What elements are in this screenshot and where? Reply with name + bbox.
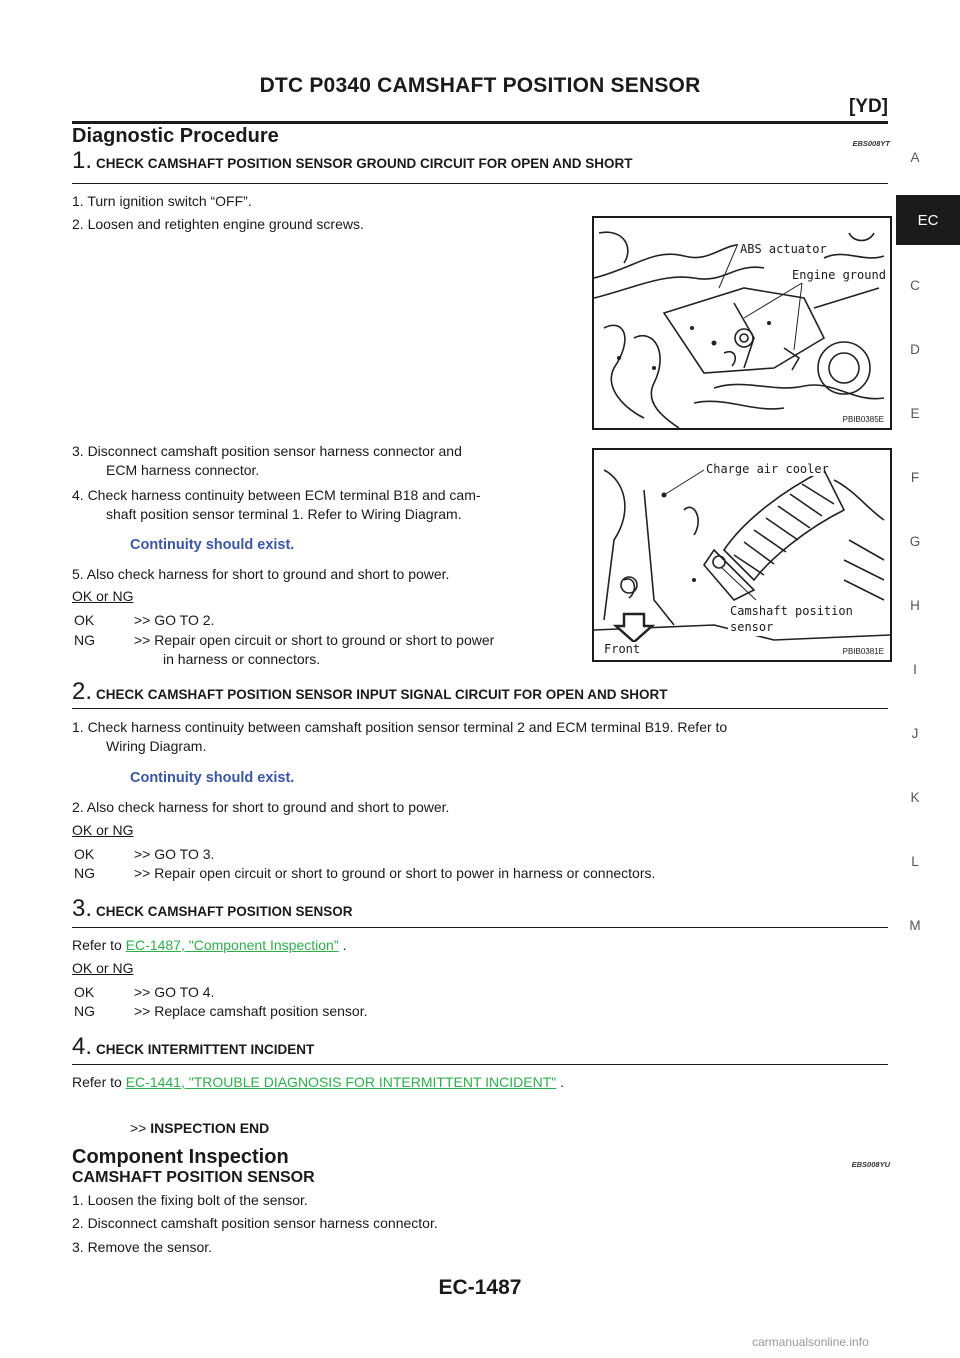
figure-1-label-engine-ground: Engine ground: [792, 268, 886, 282]
figure-2-code: PBIB0381E: [842, 647, 884, 656]
watermark: carmanualsonline.info: [752, 1335, 869, 1349]
figure-2-label-front: Front: [604, 642, 641, 656]
step-3-refer-text: Refer to: [72, 937, 122, 953]
step-1-ng-key: NG: [74, 632, 95, 648]
step-1-heading: [72, 147, 633, 175]
page-number: EC-1487: [438, 1276, 522, 1299]
step-3-refer-line: [72, 937, 347, 953]
step-4-refer-line: [72, 1074, 564, 1090]
figure-2-label-sensor: sensor: [730, 620, 774, 634]
step-3-number: 3.: [72, 895, 93, 922]
side-index-c[interactable]: C: [910, 278, 920, 293]
step-2-ng-key: NG: [74, 865, 95, 881]
step-1-ng-action-cont: in harness or connectors.: [163, 651, 321, 667]
step-4-title: CHECK INTERMITTENT INCIDENT: [96, 1042, 315, 1057]
step-1-instruction-1: 1. Turn ignition switch “OFF”.: [72, 193, 252, 209]
side-index-ec-active[interactable]: EC: [896, 195, 960, 245]
component-instruction-3: 3. Remove the sensor.: [72, 1239, 213, 1255]
step-2-ok-action: >> GO TO 3.: [134, 846, 215, 862]
side-index-m[interactable]: M: [909, 918, 921, 933]
step-4-rule: [72, 1064, 888, 1065]
step-3-ok-key: OK: [74, 984, 95, 1000]
step-2-ng-action: >> Repair open circuit or short to ground or short to power in harness or connectors.: [134, 865, 656, 881]
step-1-rule: [72, 183, 888, 184]
component-subtitle: CAMSHAFT POSITION SENSOR: [72, 1169, 315, 1186]
step-2-heading: [72, 678, 668, 706]
figure-1-label-abs-actuator: ABS actuator: [740, 242, 827, 256]
figure-camshaft-sensor: [592, 448, 892, 662]
section-title-component-inspection: Component Inspection: [72, 1146, 289, 1168]
step-1-instruction-5: 5. Also check harness for short to ground and short to power.: [72, 566, 450, 582]
figure-2-label-charge-air-cooler: Charge air cooler: [706, 462, 829, 476]
step-3-ok-action: >> GO TO 4.: [134, 984, 215, 1000]
step-3-ng-action: >> Replace camshaft position sensor.: [134, 1003, 368, 1019]
side-index-a[interactable]: A: [910, 150, 920, 165]
section-code-diagnostic: EBS008YT: [852, 139, 890, 148]
step-1-instruction-3: 3. Disconnect camshaft position sensor harness connector and: [72, 443, 462, 459]
step-2-rule: [72, 708, 888, 709]
step-4-refer-text: Refer to: [72, 1074, 122, 1090]
step-1-instruction-4: 4. Check harness continuity between ECM terminal B18 and cam-: [72, 487, 481, 503]
step-4-link-intermittent-incident[interactable]: EC-1441, "TROUBLE DIAGNOSIS FOR INTERMITTENT INCIDENT": [125, 1074, 557, 1090]
step-1-ok-key: OK: [74, 612, 95, 628]
side-index-l[interactable]: L: [911, 854, 919, 869]
engine-variant: [YD]: [848, 96, 888, 117]
figure-2-label-camshaft-position: Camshaft position: [730, 604, 853, 618]
step-2-instruction-1: 1. Check harness continuity between camshaft position sensor terminal 2 and ECM terminal B19. Refer to: [72, 719, 728, 735]
figure-engine-ground: [592, 216, 892, 430]
step-1-ng-action: >> Repair open circuit or short to ground or short to power: [134, 632, 495, 648]
side-index-d[interactable]: D: [910, 342, 920, 357]
side-index-e[interactable]: E: [910, 406, 920, 421]
step-3-heading: [72, 895, 353, 923]
side-index-i[interactable]: I: [913, 662, 917, 677]
section-code-component-inspection: EBS008YU: [851, 1160, 890, 1169]
step-4-end-text: INSPECTION END: [150, 1120, 270, 1136]
header-rule: [72, 121, 888, 124]
side-index-k[interactable]: K: [910, 790, 920, 805]
component-instruction-2: 2. Disconnect camshaft position sensor harness connector.: [72, 1215, 438, 1231]
step-3-ng-key: NG: [74, 1003, 95, 1019]
step-1-continuity-spec: Continuity should exist.: [130, 537, 295, 553]
side-index-g[interactable]: G: [909, 534, 921, 549]
step-1-instruction-2: 2. Loosen and retighten engine ground screws.: [72, 216, 364, 232]
step-1-instruction-4-cont: shaft position sensor terminal 1. Refer to Wiring Diagram.: [106, 506, 462, 522]
step-1-ok-ng-label: OK or NG: [72, 588, 134, 604]
step-1-title: CHECK CAMSHAFT POSITION SENSOR GROUND CIRCUIT FOR OPEN AND SHORT: [96, 156, 633, 171]
step-3-ok-ng-label: OK or NG: [72, 960, 134, 976]
component-instruction-1: 1. Loosen the fixing bolt of the sensor.: [72, 1192, 308, 1208]
step-2-ok-key: OK: [74, 846, 95, 862]
step-4-heading: [72, 1033, 314, 1061]
page-title: DTC P0340 CAMSHAFT POSITION SENSOR: [259, 74, 701, 97]
step-4-refer-tail: .: [556, 1074, 564, 1090]
step-4-number: 4.: [72, 1033, 93, 1060]
step-1-ok-action: >> GO TO 2.: [134, 612, 215, 628]
step-3-refer-tail: .: [338, 937, 347, 953]
step-3-rule: [72, 927, 888, 928]
step-4-end-line: [130, 1120, 269, 1136]
step-4-end-arrow: >>: [130, 1120, 147, 1136]
step-1-number: 1.: [72, 147, 93, 174]
step-2-ok-ng-label: OK or NG: [72, 822, 134, 838]
step-2-instruction-1-cont: Wiring Diagram.: [106, 738, 207, 754]
step-3-link-component-inspection[interactable]: EC-1487, "Component Inspection": [125, 937, 339, 953]
step-2-title: CHECK CAMSHAFT POSITION SENSOR INPUT SIGNAL CIRCUIT FOR OPEN AND SHORT: [96, 687, 668, 702]
side-index-h[interactable]: H: [910, 598, 920, 613]
side-index-f[interactable]: F: [910, 470, 920, 485]
step-2-continuity-spec: Continuity should exist.: [130, 770, 295, 786]
step-2-instruction-2: 2. Also check harness for short to ground and short to power.: [72, 799, 450, 815]
step-1-instruction-3-cont: ECM harness connector.: [106, 462, 260, 478]
section-title-diagnostic: Diagnostic Procedure: [72, 125, 279, 147]
step-2-number: 2.: [72, 678, 93, 705]
step-3-title: CHECK CAMSHAFT POSITION SENSOR: [96, 904, 353, 919]
figure-1-code: PBIB0385E: [842, 415, 884, 424]
side-index-j[interactable]: J: [911, 726, 919, 741]
